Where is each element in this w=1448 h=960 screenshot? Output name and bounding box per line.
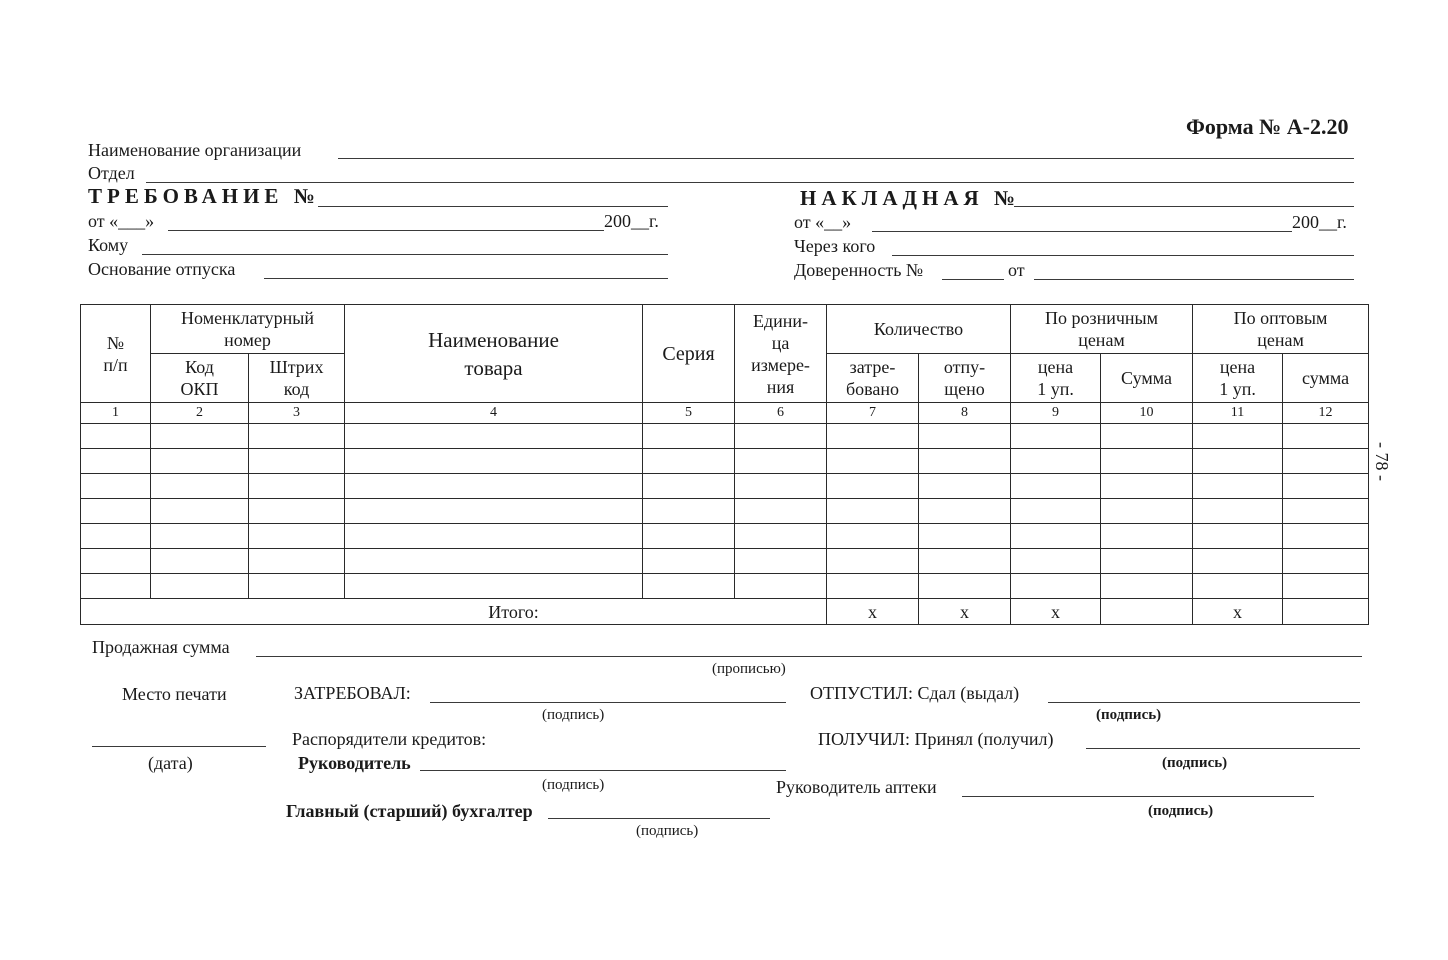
col-qty-issued-header: отпу-щено <box>919 354 1011 403</box>
proxy-from-line <box>1034 279 1354 280</box>
table-cell <box>151 474 249 499</box>
table-cell <box>919 574 1011 599</box>
table-cell <box>249 424 345 449</box>
table-cell <box>249 574 345 599</box>
basis-label: Основание отпуска <box>88 259 236 279</box>
table-cell <box>827 574 919 599</box>
table-cell <box>919 499 1011 524</box>
column-number: 5 <box>643 403 735 424</box>
table-cell <box>1283 574 1369 599</box>
table-cell <box>1101 499 1193 524</box>
invoice-date-line <box>872 231 1292 232</box>
table-cell <box>735 574 827 599</box>
table-cell <box>827 524 919 549</box>
table-cell <box>249 549 345 574</box>
received-by-line <box>1086 748 1360 749</box>
col-barcode-header: Штрих код <box>249 354 345 403</box>
column-number: 3 <box>249 403 345 424</box>
date-caption: (дата) <box>148 753 193 773</box>
released-by-signature: (подпись) <box>1096 707 1162 723</box>
total-cell-empty <box>1283 599 1369 625</box>
received-by-signature: (подпись) <box>1162 755 1228 771</box>
requested-by-signature: (подпись) <box>542 707 605 723</box>
table-cell <box>735 524 827 549</box>
column-number: 10 <box>1101 403 1193 424</box>
chief-accountant-signature: (подпись) <box>636 823 699 839</box>
col-wholesale-sum-header: сумма <box>1283 354 1369 403</box>
table-cell <box>345 549 643 574</box>
column-number: 11 <box>1193 403 1283 424</box>
table-cell <box>1283 474 1369 499</box>
table-cell <box>735 449 827 474</box>
table-cell <box>1193 499 1283 524</box>
table-cell <box>827 499 919 524</box>
table-cell <box>1101 574 1193 599</box>
table-cell <box>1193 549 1283 574</box>
table-cell <box>249 449 345 474</box>
table-row <box>81 424 1369 449</box>
table-cell <box>151 424 249 449</box>
table-row <box>81 574 1369 599</box>
table-cell <box>643 424 735 449</box>
requisition-date-line <box>168 230 604 231</box>
stamp-place: Место печати <box>122 684 227 704</box>
table-cell <box>1283 499 1369 524</box>
requisition-year: 200__г. <box>604 211 659 231</box>
total-label: Итого: <box>81 599 827 625</box>
table-cell <box>643 574 735 599</box>
chief-accountant-label: Главный (старший) бухгалтер <box>286 801 533 821</box>
col-num-header: № п/п <box>81 305 151 403</box>
table-cell <box>151 449 249 474</box>
table-cell <box>1101 424 1193 449</box>
column-number: 6 <box>735 403 827 424</box>
table-cell <box>151 549 249 574</box>
table-cell <box>919 549 1011 574</box>
table-cell <box>1283 449 1369 474</box>
invoice-number-line <box>1014 206 1354 207</box>
pharmacy-head-label: Руководитель аптеки <box>776 777 937 797</box>
table-cell <box>81 549 151 574</box>
table-cell <box>643 474 735 499</box>
table-cell <box>827 449 919 474</box>
table-cell <box>643 449 735 474</box>
chief-accountant-line <box>548 818 770 819</box>
table-cell <box>735 499 827 524</box>
table-cell <box>1011 474 1101 499</box>
table-cell <box>345 424 643 449</box>
table-cell <box>1283 424 1369 449</box>
table-cell <box>345 524 643 549</box>
col-quantity-header: Количество <box>827 305 1011 354</box>
table-cell <box>249 524 345 549</box>
table-cell <box>151 524 249 549</box>
form-number: Форма № А-2.20 <box>1186 114 1349 139</box>
table-cell <box>81 499 151 524</box>
goods-table <box>80 304 1369 625</box>
to-label: Кому <box>88 235 129 255</box>
table-row <box>81 499 1369 524</box>
table-cell <box>345 574 643 599</box>
col-series-header: Серия <box>643 305 735 403</box>
column-number: 8 <box>919 403 1011 424</box>
via-label: Через кого <box>794 236 876 256</box>
table-cell <box>827 474 919 499</box>
pharmacy-head-line <box>962 796 1314 797</box>
col-retail-sum-header: Сумма <box>1101 354 1193 403</box>
table-cell <box>643 524 735 549</box>
sale-sum-label: Продажная сумма <box>92 637 230 657</box>
total-mark: x <box>827 599 919 625</box>
requisition-date-prefix: от «___» <box>88 211 155 231</box>
table-cell <box>827 549 919 574</box>
table-cell <box>735 549 827 574</box>
table-cell <box>643 499 735 524</box>
invoice-year: 200__г. <box>1292 212 1347 232</box>
table-cell <box>735 474 827 499</box>
table-cell <box>919 449 1011 474</box>
requisition-title: ТРЕБОВАНИЕ № <box>88 184 320 208</box>
table-cell <box>1283 549 1369 574</box>
total-mark: x <box>1193 599 1283 625</box>
requisition-number-line <box>318 206 668 207</box>
in-words-caption: (прописью) <box>712 661 786 677</box>
page-number: - 78 - <box>1372 442 1392 481</box>
table-cell <box>81 574 151 599</box>
table-cell <box>1011 524 1101 549</box>
table-cell <box>919 424 1011 449</box>
table-cell <box>249 474 345 499</box>
sale-sum-line <box>256 656 1362 657</box>
table-cell <box>1101 449 1193 474</box>
invoice-date-prefix: от «__» <box>794 212 852 232</box>
table-cell <box>919 524 1011 549</box>
col-retail-price-header: цена 1 уп. <box>1011 354 1101 403</box>
table-cell <box>1011 424 1101 449</box>
table-cell <box>345 474 643 499</box>
col-okp-code-header: Код ОКП <box>151 354 249 403</box>
col-nomenclature-header: Номенклатурный номер <box>151 305 345 354</box>
table-cell <box>151 499 249 524</box>
table-cell <box>827 424 919 449</box>
col-qty-requested-header: затре-бовано <box>827 354 919 403</box>
head-line <box>420 770 786 771</box>
org-label: Наименование организации <box>88 140 302 160</box>
table-cell <box>1011 574 1101 599</box>
col-wholesale-price-header: цена 1 уп. <box>1193 354 1283 403</box>
dept-label: Отдел <box>88 163 135 183</box>
to-line <box>142 254 668 255</box>
invoice-title: НАКЛАДНАЯ № <box>800 186 1021 210</box>
table-cell <box>1101 474 1193 499</box>
table-cell <box>1011 549 1101 574</box>
org-line <box>338 158 1354 159</box>
date-line <box>92 746 266 747</box>
table-cell <box>1193 574 1283 599</box>
table-cell <box>81 524 151 549</box>
total-row <box>81 599 1369 625</box>
table-row <box>81 549 1369 574</box>
table-cell <box>81 424 151 449</box>
table-cell <box>735 424 827 449</box>
table-cell <box>345 499 643 524</box>
head-label: Руководитель <box>298 753 411 773</box>
col-unit-header: Едини-ца измере-ния <box>735 305 827 403</box>
table-cell <box>1193 424 1283 449</box>
basis-line <box>264 278 668 279</box>
table-cell <box>1283 524 1369 549</box>
total-mark: x <box>1011 599 1101 625</box>
column-number: 7 <box>827 403 919 424</box>
table-cell <box>81 474 151 499</box>
head-signature: (подпись) <box>542 777 605 793</box>
requested-by-line <box>430 702 786 703</box>
credit-managers-label: Распорядители кредитов: <box>292 729 487 749</box>
total-mark: x <box>919 599 1011 625</box>
released-by-line <box>1048 702 1360 703</box>
proxy-from: от <box>1008 260 1025 280</box>
column-numbers-row <box>81 403 1369 424</box>
column-number: 2 <box>151 403 249 424</box>
total-cell-empty <box>1101 599 1193 625</box>
table-cell <box>1101 524 1193 549</box>
table-cell <box>1011 449 1101 474</box>
table-cell <box>919 474 1011 499</box>
table-cell <box>249 499 345 524</box>
pharmacy-head-signature: (подпись) <box>1148 803 1214 819</box>
table-row <box>81 474 1369 499</box>
table-cell <box>1011 499 1101 524</box>
table-row <box>81 524 1369 549</box>
table-cell <box>643 549 735 574</box>
released-by-label: ОТПУСТИЛ: Сдал (выдал) <box>810 683 1020 703</box>
col-wholesale-header: По оптовым ценам <box>1193 305 1369 354</box>
table-cell <box>1193 524 1283 549</box>
column-number: 4 <box>345 403 643 424</box>
table-cell <box>1193 474 1283 499</box>
proxy-label: Доверенность № <box>794 260 924 280</box>
proxy-number-line <box>942 279 1004 280</box>
column-number: 1 <box>81 403 151 424</box>
column-number: 9 <box>1011 403 1101 424</box>
table-row <box>81 449 1369 474</box>
column-number: 12 <box>1283 403 1369 424</box>
requested-by-label: ЗАТРЕБОВАЛ: <box>294 683 411 703</box>
col-product-name-header: Наименование товара <box>345 305 643 403</box>
table-cell <box>151 574 249 599</box>
table-cell <box>345 449 643 474</box>
dept-line <box>146 182 1354 183</box>
table-cell <box>81 449 151 474</box>
col-retail-header: По розничным ценам <box>1011 305 1193 354</box>
table-cell <box>1193 449 1283 474</box>
via-line <box>892 255 1354 256</box>
received-by-label: ПОЛУЧИЛ: Принял (получил) <box>818 729 1054 749</box>
table-cell <box>1101 549 1193 574</box>
